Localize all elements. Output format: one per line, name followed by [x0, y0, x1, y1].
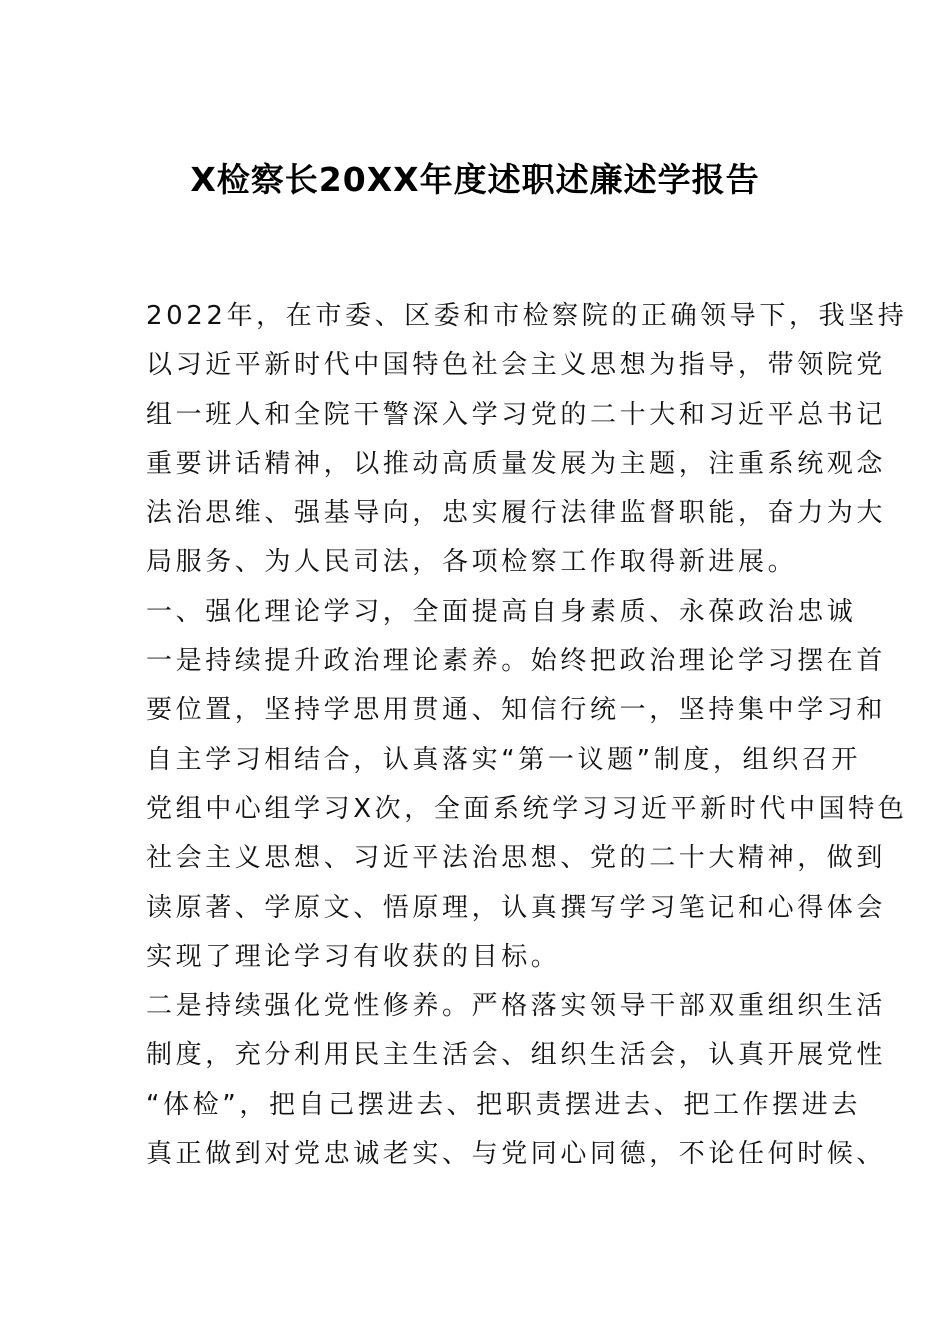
text-line: 局服务、为人民司法，各项检察工作取得新进展。	[146, 547, 798, 578]
text-line: “体检”，把自己摆进去、把职责摆进去、把工作摆进去	[146, 1089, 861, 1120]
text-line: 制度，充分利用民主生活会、组织生活会，认真开展党性	[146, 1040, 887, 1071]
text-line: 实现了理论学习有收获的目标。	[146, 941, 561, 972]
text-line: 党组中心组学习X次，全面系统学习习近平新时代中国特色	[146, 793, 908, 824]
section-heading: 一、强化理论学习，全面提高自身素质、永葆政治忠诚	[146, 596, 857, 627]
text-line: 一是持续提升政治理论素养。始终把政治理论学习摆在首	[146, 646, 887, 677]
text-line: 组一班人和全院干警深入学习党的二十大和习近平总书记	[146, 399, 887, 430]
text-line: 读原著、学原文、悟原理，认真撰写学习笔记和心得体会	[146, 892, 887, 923]
text-line: 二是持续强化党性修养。严格落实领导干部双重组织生活	[146, 991, 887, 1022]
text-line: 真正做到对党忠诚老实、与党同心同德，不论任何时候、	[146, 1139, 887, 1170]
text-line: 社会主义思想、习近平法治思想、党的二十大精神，做到	[146, 843, 887, 874]
text-line: 要位置，坚持学思用贯通、知信行统一，坚持集中学习和	[146, 695, 887, 726]
document-body	[146, 292, 908, 1179]
document-title: X检察长20XX年度述职述廉述学报告	[190, 160, 760, 199]
text-line: 重要讲话精神，以推动高质量发展为主题，注重系统观念	[146, 448, 887, 479]
text-line: 2022年，在市委、区委和市检察院的正确领导下，我坚持	[146, 301, 908, 331]
text-line: 以习近平新时代中国特色社会主义思想为指导，带领院党	[146, 350, 887, 381]
text-line: 法治思维、强基导向，忠实履行法律监督职能，奋力为大	[146, 498, 887, 529]
text-line: 自主学习相结合，认真落实“第一议题”制度，组织召开	[146, 744, 861, 775]
